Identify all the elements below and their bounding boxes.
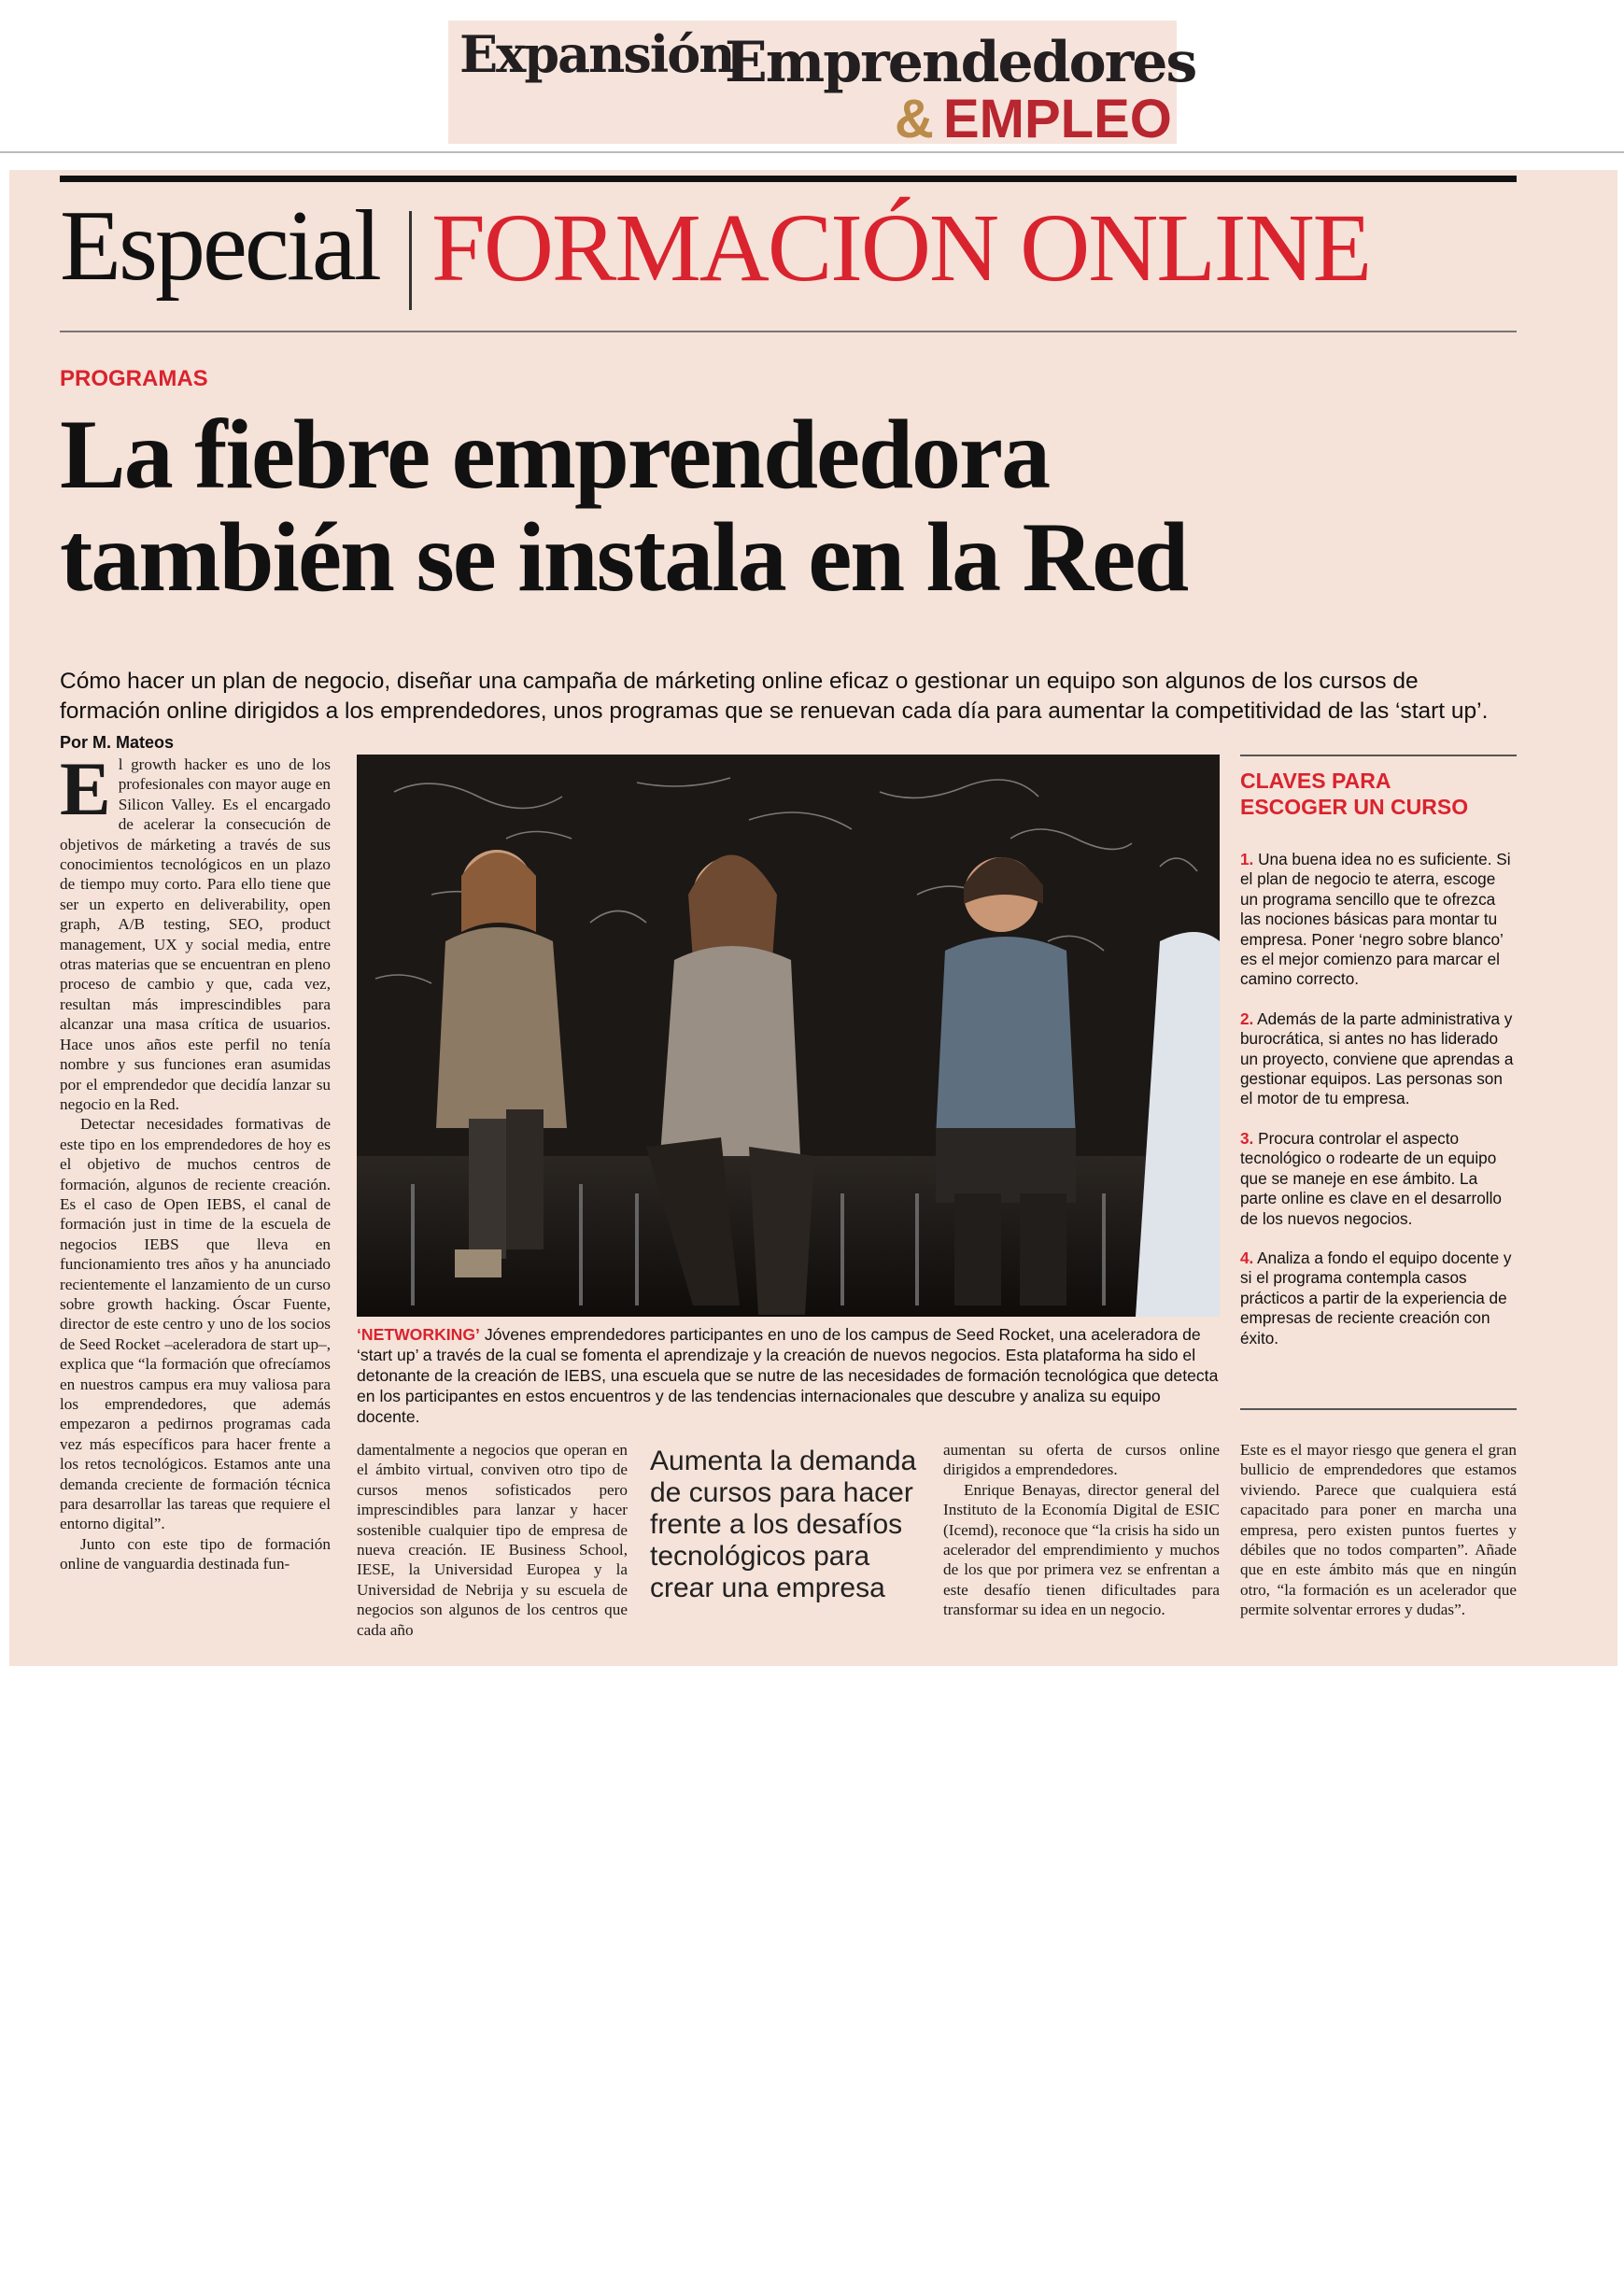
drop-cap: E xyxy=(60,746,111,831)
body-column-5 xyxy=(1240,1440,1517,1620)
body-paragraph: Detectar necesidades formativas de este tipo en los emprendedores de hoy es el objetivo de muchos centros de formación, algunos de reciente creación. Es el caso de Open IEBS, el canal de formación just in time de la escuela de negocios IEBS que lleva en funcionamiento tres años y ha anunciado recientemente el lanzamiento de un curso sobre growth hacking. Óscar Fuente, director de este centro y uno de los socios de Seed Rocket –aceleradora de start up–, explica que “la formación que ofrecíamos en nuestros campus era muy valiosa para los emprendedores, que además empezaron a pedirnos programas cada vez más específicos para hacer frente a los retos tecnológicos. Estamos ante una demanda creciente de formación técnica para desarrollar las tareas que requiere el entorno digital”. xyxy=(60,1115,331,1533)
masthead-empleo: EMPLEO xyxy=(943,89,1172,149)
sidebar-item: 1. Una buena idea no es suficiente. Si el plan de negocio te aterra, escoge un programa sencillo que te ofrezca las nociones básicas para montar tu empresa. Poner ‘negro sobre blanco’ es el mejor comienzo para marcar el camino correcto. xyxy=(1240,850,1511,989)
body-column-2 xyxy=(357,1440,628,1640)
body-column-1 xyxy=(60,746,331,1574)
article-standfirst xyxy=(60,667,1517,757)
section-bottom-rule xyxy=(60,331,1517,332)
sidebar-item: 3. Procura controlar el aspecto tecnológico o rodearte de un equipo que se maneje en ese ámbito. La parte online es clave en el desarrollo de los nuevos negocios. xyxy=(1240,1128,1502,1228)
body-paragraph: Enrique Benayas, director general del Instituto de la Economía Digital de ESIC (Icemd), reconoce que “la crisis ha sido un acelerador del emprendimiento y muchos de los que por primera vez se enfrentan a este desafío tienen dificultades para transformar su idea en un negocio. xyxy=(943,1480,1220,1619)
caption-lead: ‘NETWORKING’ xyxy=(357,1325,480,1344)
sidebar-item: 2. Además de la parte administrativa y burocrática, si antes no has liderado un proyecto, conviene que aprendas a gestionar equipos. Las personas son el motor de tu empresa. xyxy=(1240,1009,1514,1108)
headline-line-2: también se instala en la Red xyxy=(60,502,1188,612)
sidebar-title: CLAVES PARA ESCOGER UN CURSO xyxy=(1240,769,1469,819)
photo-caption xyxy=(357,1324,1220,1427)
headline-line-1: La fiebre emprendedora xyxy=(60,400,1050,509)
sidebar-item: 4. Analiza a fondo el equipo docente y si el programa contempla casos prácticos a partir de la experiencia de empresas de reciente creación con éxito. xyxy=(1240,1248,1512,1348)
body-paragraph: damentalmente a negocios que operan en el ámbito virtual, conviven otro tipo de cursos menos sofisticados pero imprescindibles para lanzar y hacer sostenible cualquier tipo de empresa de nueva creación. IE Business School, IESE, la Universidad Europea y la Universidad de Nebrija y su escuela de negocios son algunos de los centros que cada año xyxy=(357,1441,628,1639)
section-divider xyxy=(409,211,412,310)
masthead-emprendedores: Emprendedores xyxy=(725,30,1196,95)
article-byline: Por M. Mateos xyxy=(60,733,175,752)
body-paragraph: aumentan su oferta de cursos online dirigidos a emprendedores. xyxy=(943,1441,1220,1479)
body-paragraph: Este es el mayor riesgo que genera el gran bullicio de emprendedores que estamos viviendo. Parece que cualquiera está capacitado para poner en marcha una empresa, pero existen puntos fuertes y débiles que no todos comparten”. Añade que en este ámbito más que en ningún otro, “la formación es un acelerador que permite solventar errores y dudas”. xyxy=(1240,1441,1517,1619)
body-paragraph: El growth hacker es uno de los profesionales con mayor auge en Silicon Valley. Es el encargado de acelerar la consecución de objetivos de márketing a través de sus conocimientos tecnológicos en un plazo de tiempo muy corto. Para ello tiene que ser un experto en deliverability, open graph, A/B testing, SEO, product management, UX y social media, entre otras materias que se encuentran en pleno proceso de cambio y que, cada vez, resultan más imprescindibles para alcanzar una masa crítica de usuarios. Hace unos años este perfil no tenía nombre y sus funciones eran asumidas por el emprendedor que decidía lanzar su negocio en la Red. xyxy=(60,746,331,1113)
masthead-logo xyxy=(448,21,1196,149)
section-label-especial: Especial xyxy=(60,190,379,302)
article-photo xyxy=(357,755,1220,1317)
article-kicker: PROGRAMAS xyxy=(60,366,208,391)
article-headline xyxy=(60,400,1517,612)
masthead-expansion: Expansión xyxy=(459,24,734,84)
section-title: FORMACIÓN ONLINE xyxy=(431,194,1371,302)
article-sheet xyxy=(9,170,1617,1666)
sidebar-bottom-rule xyxy=(1240,1408,1517,1410)
section-top-rule xyxy=(60,176,1517,182)
page-top-divider xyxy=(0,151,1624,153)
sidebar-top-rule xyxy=(1240,755,1517,756)
standfirst-text: Cómo hacer un plan de negocio, diseñar una campaña de márketing online eficaz o gestionar un equipo son algunos de los cursos de formación online dirigidos a los emprendedores, unos programas que se renuevan cada día para aumentar la competitividad de las ‘start up’. xyxy=(60,669,1489,724)
pull-quote: Aumenta la demanda de cursos para hacer frente a los desafíos tecnológicos para crear una empresa xyxy=(650,1446,917,1603)
networking-photo-illustration xyxy=(357,755,1220,1317)
masthead-ampersand: & xyxy=(895,89,934,149)
body-column-4 xyxy=(943,1440,1220,1620)
body-paragraph: Junto con este tipo de formación online de vanguardia destinada fun- xyxy=(60,1534,331,1573)
sidebar-list xyxy=(1240,850,1517,1368)
caption-text: Jóvenes emprendedores participantes en uno de los campus de Seed Rocket, una aceleradora de ‘start up’ a través de la cual se fomenta el aprendizaje y la creación de nuevos negocios. Esta plataforma ha sido el detonante de la creación de IEBS, una escuela que se nutre de las necesidades de formación tecnológica que detecta en los participantes en estos encuentros y de las tendencias internacionales que descubre y analiza su equipo docente. xyxy=(357,1325,1219,1426)
